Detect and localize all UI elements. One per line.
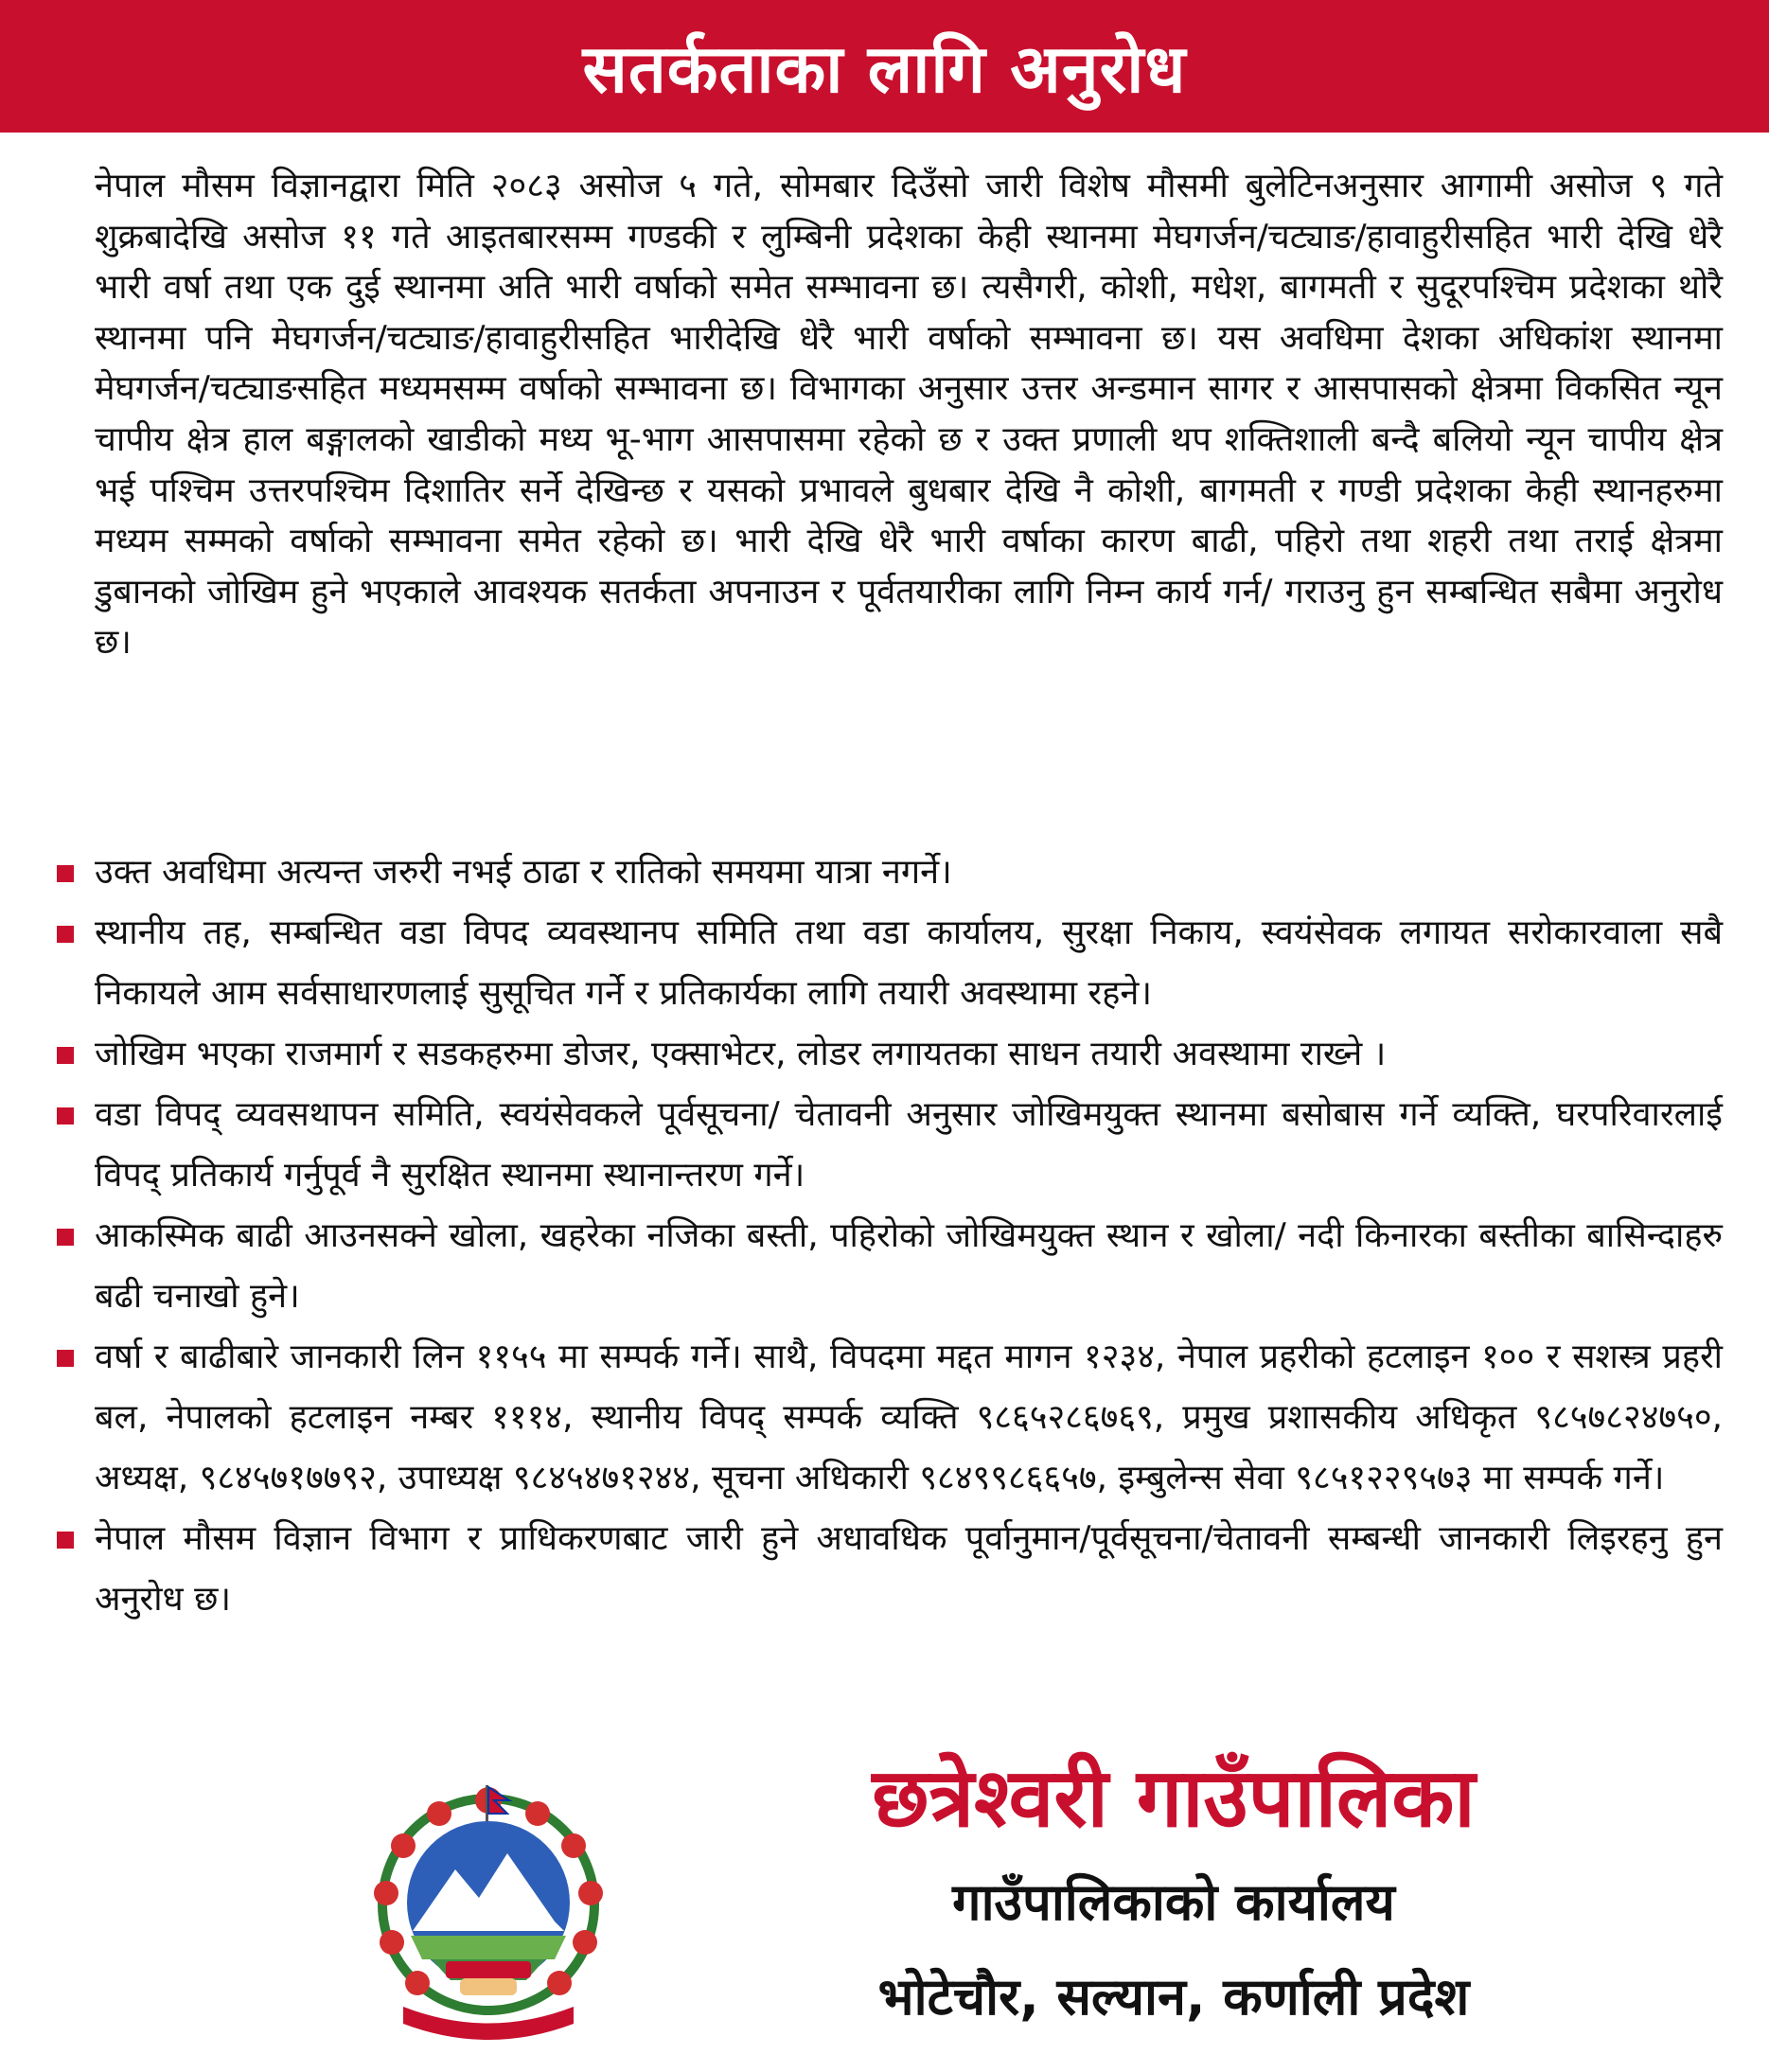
list-item (57, 1327, 1723, 1509)
red-square-bullet-icon (57, 1047, 74, 1064)
nepal-government-emblem-icon (365, 1780, 611, 2045)
list-item-text: वर्षा र बाढीबारे जानकारी लिन ११५५ मा सम्पर्क गर्ने। साथै, विपदमा मद्दत मागन १२३४, नेपाल प्रहरीको हटलाइन १०० र सशस्त्र प्रहरी बल, नेपालको हटलाइन नम्बर १११४, स्थानीय विपद् सम्पर्क व्यक्ति ९८६५२८६७६९, प्रमुख प्रशासकीय अधिकृत ९८५७८२४७५०, अध्यक्ष, ९८४५७१७७९२, उपाध्यक्ष ९८४५४७१२४४, सूचना अधिकारी ९८४९९८६६५७, इम्बुलेन्स सेवा ९८५१२२९५७३ मा सम्पर्क गर्ने। (95, 1337, 1723, 1497)
list-item-text: स्थानीय तह, सम्बन्धित वडा विपद व्यवस्थानप समिति तथा वडा कार्यालय, सुरक्षा निकाय, स्वयंसेवक लगायत सरोकारवाला सबै निकायले आम सर्वसाधारणलाई सुसूचित गर्ने र प्रतिकार्यका लागि तयारी अवस्थामा रहने। (95, 913, 1723, 1013)
organization-block (625, 1742, 1723, 2045)
title-banner (0, 0, 1769, 133)
list-item-text: जोखिम भएका राजमार्ग र सडकहरुमा डोजर, एक्साभेटर, लोडर लगायतका साधन तयारी अवस्थामा राख्ने । (95, 1035, 1387, 1073)
instruction-list (57, 842, 1723, 1630)
list-item-text: वडा विपद् व्यवसथापन समिति, स्वयंसेवकले पूर्वसूचना/ चेतावनी अनुसार जोखिमयुक्त स्थानमा बसोबास गर्ने व्यक्ति, घरपरिवारलाई विपद् प्रतिकार्य गर्नुपूर्व नै सुरक्षित स्थानमा स्थानान्तरण गर्ने। (95, 1095, 1723, 1195)
intro-paragraph: नेपाल मौसम विज्ञानद्वारा मिति २०८३ असोज ५ गते, सोमबार दिउँसो जारी विशेष मौसमी बुलेटिनअनुसार आगामी असोज ९ गते शुक्रबादेखि असोज ११ गते आइतबारसम्म गण्डकी र लुम्बिनी प्रदेशका केही स्थानमा मेघगर्जन/चट्याङ/हावाहुरीसहित भारी देखि धेरै भारी वर्षा तथा एक दुई स्थानमा अति भारी वर्षाको समेत सम्भावना छ। त्यसैगरी, कोशी, मधेश, बागमती र सुदूरपश्चिम प्रदेशका थोरै स्थानमा पनि मेघगर्जन/चट्याङ/हावाहुरीसहित भारीदेखि धेरै भारी वर्षाको सम्भावना छ। यस अवधिमा देशका अधिकांश स्थानमा मेघगर्जन/चट्याङसहित मध्यमसम्म वर्षाको सम्भावना छ। विभागका अनुसार उत्तर अन्डमान सागर र आसपासको क्षेत्रमा विकसित न्यून चापीय क्षेत्र हाल बङ्गालको खाडीको मध्य भू-भाग आसपासमा रहेको छ र उक्त प्रणाली थप शक्तिशाली बन्दै बलियो न्यून चापीय क्षेत्र भई पश्चिम उत्तरपश्चिम दिशातिर सर्ने देखिन्छ र यसको प्रभावले बुधबार देखि नै कोशी, बागमती र गण्डी प्रदेशका केही स्थानहरुमा मध्यम सम्मको वर्षाको सम्भावना समेत रहेको छ। भारी देखि धेरै भारी वर्षाका कारण बाढी, पहिरो तथा शहरी तथा तराई क्षेत्रमा डुबानको जोखिम हुने भएकाले आवश्यक सतर्कता अपनाउन र पूर्वतयारीका लागि निम्न कार्य गर्न/ गराउनु हुन सम्बन्धित सबैमा अनुरोध छ। (95, 167, 1723, 663)
list-item (57, 903, 1723, 1024)
list-item (57, 1206, 1723, 1327)
list-item-text: नेपाल मौसम विज्ञान विभाग र प्राधिकरणबाट जारी हुने अधावधिक पूर्वानुमान/पूर्वसूचना/चेतावनी सम्बन्धी जानकारी लिइरहनु हुन अनुरोध छ। (95, 1519, 1723, 1619)
red-square-bullet-icon (57, 1229, 74, 1246)
organization-name: छत्रेश्वरी गाउँपालिका (872, 1751, 1476, 1846)
list-item (57, 842, 1723, 903)
footer-signature (350, 1742, 1723, 2063)
office-name: गाउँपालिकाको कार्यालय (952, 1872, 1395, 1932)
red-square-bullet-icon (57, 1107, 74, 1125)
list-item-text: उक्त अवधिमा अत्यन्त जरुरी नभई ठाढा र रातिको समयमा यात्रा नगर्ने। (95, 853, 952, 892)
red-square-bullet-icon (57, 1350, 74, 1367)
office-address: भोटेचौर, सल्यान, कर्णाली प्रदेश (877, 1967, 1470, 2027)
list-item-text: आकस्मिक बाढी आउनसक्ने खोला, खहरेका नजिका बस्ती, पहिरोको जोखिमयुक्त स्थान र खोला/ नदी किनारका बस्तीका बासिन्दाहरु बढी चनाखो हुने। (95, 1216, 1723, 1316)
list-item (57, 1509, 1723, 1630)
red-square-bullet-icon (57, 865, 74, 882)
list-item (57, 1085, 1723, 1206)
list-item (57, 1024, 1723, 1085)
red-square-bullet-icon (57, 926, 74, 943)
page-title: सतर्कताका लागि अनुरोध (582, 30, 1187, 108)
red-square-bullet-icon (57, 1532, 74, 1549)
